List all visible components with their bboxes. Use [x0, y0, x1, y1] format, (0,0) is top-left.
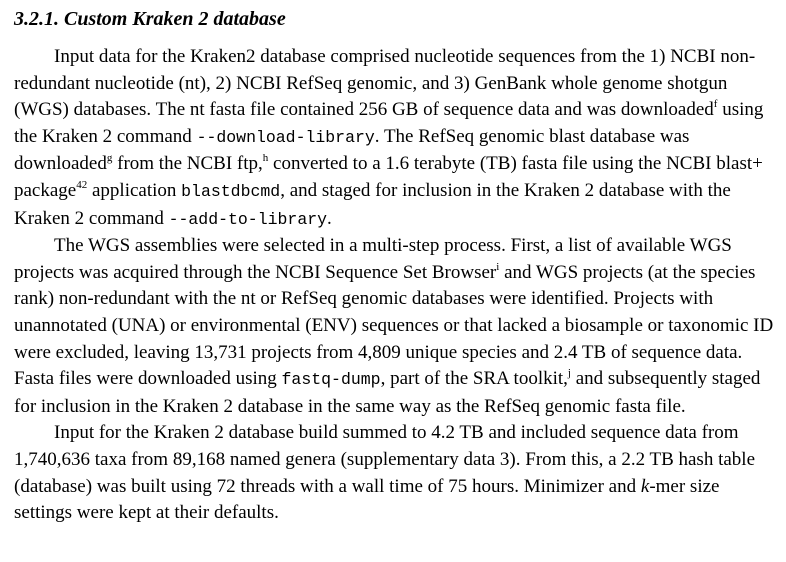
- footnote-g: g: [106, 152, 113, 165]
- code-download-library: --download-library: [196, 127, 375, 147]
- reference-42: 42: [76, 178, 88, 191]
- k-italic: k: [640, 475, 650, 497]
- section-3-2-1: [14, 6, 776, 527]
- footnote-h: h: [262, 152, 269, 165]
- text: -mer size settings were kept at their defaults.: [14, 475, 720, 524]
- text: and WGS projects (at the species rank) non-redundant with the nt or RefSeq genomic databases were identified. Projects with unannotated (UNA) or environmental (ENV) sequences or that lacked a biosample or taxonomic ID were excluded, leaving 13,731 projects from 4,809 unique species and 2.4 TB of sequence data. Fasta files were downloaded using: [14, 261, 774, 390]
- paragraph-database-build: [14, 420, 776, 526]
- text: , part of the SRA toolkit,: [380, 368, 568, 390]
- code-fastq-dump: fastq-dump: [281, 370, 381, 390]
- text: The WGS assemblies were selected in a multi-step process. First, a list of available WGS projects was acquired through the NCBI Sequence Set Browser: [14, 235, 732, 283]
- text: .: [327, 207, 332, 229]
- paragraph-input-data: [14, 44, 776, 233]
- text: and subsequently staged for inclusion in the Kraken 2 database in the same way as the RefSeq genomic fasta file.: [14, 368, 761, 417]
- text: Input for the Kraken 2 database build summed to 4.2 TB and included sequence data from 1,740,636 taxa from 89,168 named genera (supplementary data 3). From this, a 2.2 TB hash table (database) was built using 72 threads with a wall time of 75 hours. Minimizer and: [14, 422, 755, 497]
- footnote-i: i: [496, 260, 500, 273]
- paragraph-wgs-assemblies: [14, 233, 776, 420]
- text: Input data for the Kraken2 database comprised nucleotide sequences from the 1) NCBI non-redundant nucleotide (nt), 2) NCBI RefSeq genomic, and 3) GenBank whole genome shotgun (WGS) databases. The nt fasta file contained 256 GB of sequence data and was downloaded: [14, 46, 756, 121]
- text: using the Kraken 2 command: [14, 99, 764, 147]
- text: . The RefSeq genomic blast database was downloaded: [14, 125, 690, 175]
- footnote-f: f: [713, 98, 718, 111]
- code-blastdbcmd: blastdbcmd: [181, 181, 281, 201]
- code-add-to-library: --add-to-library: [168, 209, 328, 229]
- text: , and staged for inclusion in the Kraken 2 database with the Kraken 2 command: [14, 179, 731, 229]
- section-heading: [14, 6, 776, 32]
- text: converted to a 1.6 terabyte (TB) fasta file using the NCBI blast+ package: [14, 153, 763, 201]
- text: from the NCBI ftp,: [112, 153, 263, 175]
- footnote-j: j: [567, 367, 571, 380]
- text: application: [87, 179, 182, 201]
- section-number: 3.2.1.: [14, 8, 59, 30]
- section-title: Custom Kraken 2 database: [64, 8, 286, 30]
